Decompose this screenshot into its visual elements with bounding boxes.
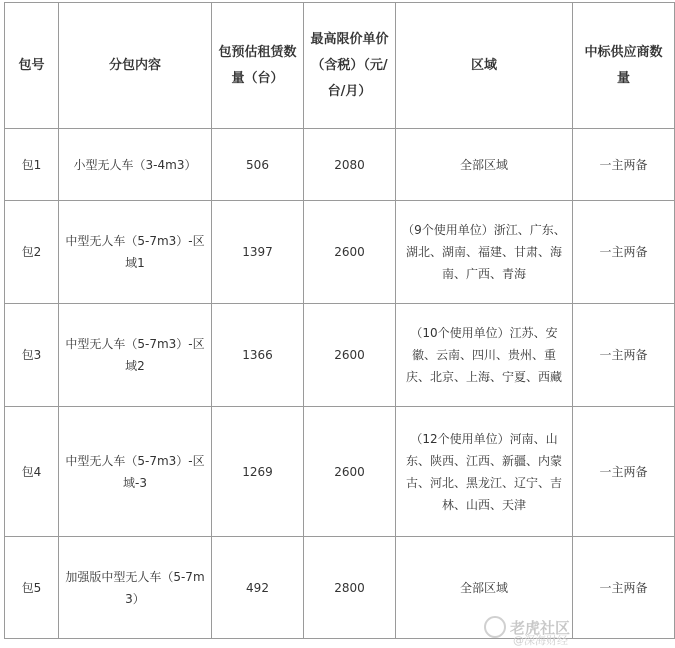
- suppliers-cell: 一主两备: [573, 129, 675, 201]
- header-suppliers: 中标供应商数量: [573, 3, 675, 129]
- content-cell: 中型无人车（5-7m3）-区域-3: [59, 407, 212, 537]
- table-row: [5, 407, 675, 537]
- content-cell: 加强版中型无人车（5-7m3）: [59, 537, 212, 639]
- watermark-sub: @深海财经: [513, 634, 568, 647]
- package-no-cell: 包3: [5, 304, 59, 407]
- region-cell: （10个使用单位）江苏、安徽、云南、四川、贵州、重庆、北京、上海、宁夏、西藏: [396, 304, 573, 407]
- price-cell: 2080: [304, 129, 396, 201]
- package-no-cell: 包1: [5, 129, 59, 201]
- price-cell: 2600: [304, 201, 396, 304]
- suppliers-cell: 一主两备: [573, 201, 675, 304]
- quantity-cell: 506: [212, 129, 304, 201]
- package-no-cell: 包4: [5, 407, 59, 537]
- region-cell: （9个使用单位）浙江、广东、湖北、湖南、福建、甘肃、海南、广西、青海: [396, 201, 573, 304]
- bid-package-table: [4, 2, 675, 639]
- price-cell: 2800: [304, 537, 396, 639]
- content-cell: 中型无人车（5-7m3）-区域2: [59, 304, 212, 407]
- header-region: 区域: [396, 3, 573, 129]
- tiger-logo-icon: [484, 616, 506, 638]
- content-cell: 小型无人车（3-4m3）: [59, 129, 212, 201]
- header-row: [5, 3, 675, 129]
- quantity-cell: 1366: [212, 304, 304, 407]
- region-cell: （12个使用单位）河南、山东、陕西、江西、新疆、内蒙古、河北、黑龙江、辽宁、吉林、山西、天津: [396, 407, 573, 537]
- table-row: [5, 537, 675, 639]
- quantity-cell: 1269: [212, 407, 304, 537]
- price-cell: 2600: [304, 407, 396, 537]
- package-no-cell: 包5: [5, 537, 59, 639]
- region-cell: 全部区域: [396, 537, 573, 639]
- table-row: [5, 201, 675, 304]
- content-cell: 中型无人车（5-7m3）-区域1: [59, 201, 212, 304]
- region-cell: 全部区域: [396, 129, 573, 201]
- suppliers-cell: 一主两备: [573, 304, 675, 407]
- suppliers-cell: 一主两备: [573, 537, 675, 639]
- suppliers-cell: 一主两备: [573, 407, 675, 537]
- watermark-text: 老虎社区: [509, 618, 570, 637]
- header-quantity: 包预估租赁数量（台）: [212, 3, 304, 129]
- price-cell: 2600: [304, 304, 396, 407]
- header-content: 分包内容: [59, 3, 212, 129]
- table-row: [5, 304, 675, 407]
- quantity-cell: 492: [212, 537, 304, 639]
- quantity-cell: 1397: [212, 201, 304, 304]
- package-no-cell: 包2: [5, 201, 59, 304]
- table-row: [5, 129, 675, 201]
- header-package-no: 包号: [5, 3, 59, 129]
- header-price: 最高限价单价（含税）（元/台/月）: [304, 3, 396, 129]
